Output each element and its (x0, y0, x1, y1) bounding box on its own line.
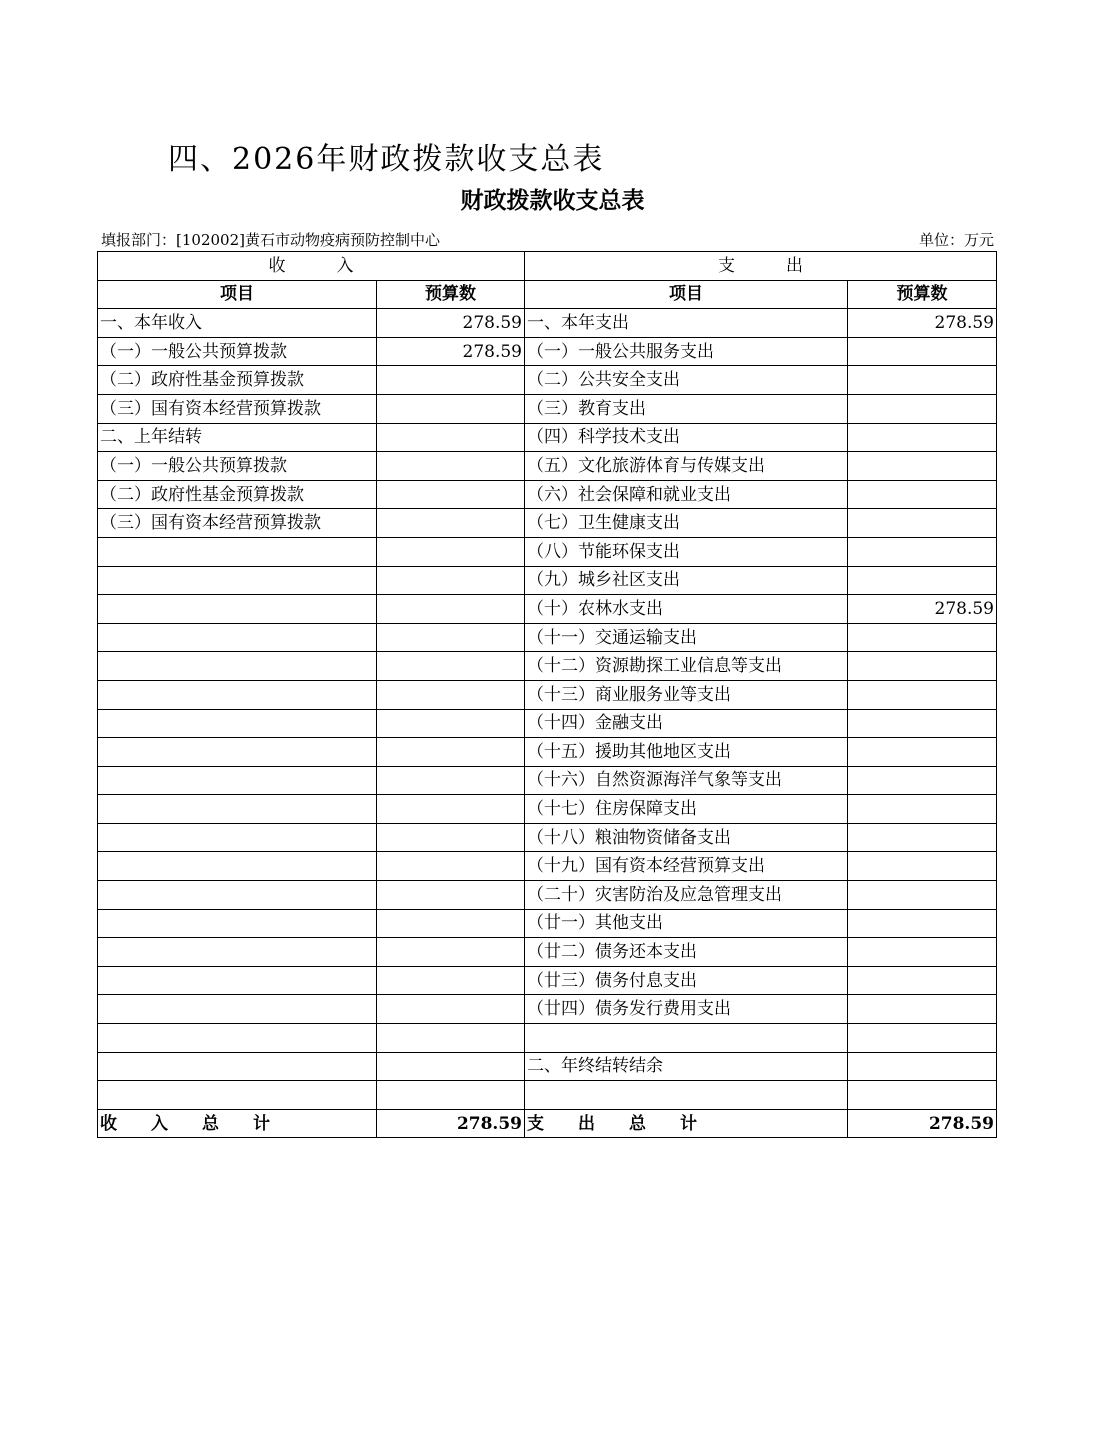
income-item-cell (98, 595, 377, 624)
expense-amount-cell (848, 766, 997, 795)
expense-header: 支 出 (525, 252, 997, 281)
table-row (98, 309, 997, 338)
expense-amount-cell (848, 337, 997, 366)
table-row (98, 509, 997, 538)
expense-item-cell: （十三）商业服务业等支出 (525, 680, 848, 709)
expense-item-cell: （十八）粮油物资储备支出 (525, 823, 848, 852)
income-amount-cell (377, 1081, 525, 1110)
income-amount-cell (377, 738, 525, 767)
income-amount-cell (377, 795, 525, 824)
total-row (98, 1109, 997, 1138)
income-item-cell (98, 995, 377, 1024)
income-total-label: 收 入 总 计 (98, 1109, 377, 1138)
income-amount-cell (377, 595, 525, 624)
expense-item-cell: （七）卫生健康支出 (525, 509, 848, 538)
income-amount-cell (377, 480, 525, 509)
expense-amount-cell (848, 738, 997, 767)
expense-amount-cell (848, 881, 997, 910)
income-item-cell: （三）国有资本经营预算拨款 (98, 394, 377, 423)
income-amount-cell (377, 366, 525, 395)
expense-amount-cell (848, 509, 997, 538)
income-amount-cell (377, 938, 525, 967)
income-amount-cell (377, 1024, 525, 1053)
income-amount-cell (377, 823, 525, 852)
income-header: 收 入 (98, 252, 525, 281)
table-row (98, 738, 997, 767)
income-item-cell (98, 623, 377, 652)
expense-amount-cell (848, 709, 997, 738)
table-row (98, 623, 997, 652)
expense-item-cell: （十二）资源勘探工业信息等支出 (525, 652, 848, 681)
income-amount-cell (377, 566, 525, 595)
expense-item-cell: （二）公共安全支出 (525, 366, 848, 395)
table-row (98, 938, 997, 967)
income-amount-cell: 278.59 (377, 337, 525, 366)
income-amount-cell: 278.59 (377, 309, 525, 338)
table-row (98, 566, 997, 595)
table-row (98, 1052, 997, 1081)
income-amount-cell (377, 709, 525, 738)
table-row (98, 966, 997, 995)
expense-item-cell: （十一）交通运输支出 (525, 623, 848, 652)
table-row (98, 1081, 997, 1110)
income-amount-cell (377, 452, 525, 481)
expense-amount-cell (848, 394, 997, 423)
expense-amount-cell: 278.59 (848, 309, 997, 338)
expense-item-cell: （廿二）债务还本支出 (525, 938, 848, 967)
expense-item-cell: （十七）住房保障支出 (525, 795, 848, 824)
expense-item-cell: （八）节能环保支出 (525, 537, 848, 566)
income-item-cell: （三）国有资本经营预算拨款 (98, 509, 377, 538)
income-item-cell (98, 938, 377, 967)
income-amount-cell (377, 881, 525, 910)
expense-item-cell: （十）农林水支出 (525, 595, 848, 624)
income-item-cell (98, 852, 377, 881)
expense-item-cell: （廿三）债务付息支出 (525, 966, 848, 995)
income-amount-cell (377, 1052, 525, 1081)
expense-amount-cell (848, 823, 997, 852)
expense-amount-cell (848, 995, 997, 1024)
income-item-cell: （二）政府性基金预算拨款 (98, 480, 377, 509)
income-item-cell (98, 566, 377, 595)
income-amount-cell (377, 966, 525, 995)
income-amount-header: 预算数 (377, 280, 525, 309)
income-item-cell: 二、上年结转 (98, 423, 377, 452)
expense-amount-cell (848, 1024, 997, 1053)
expense-amount-cell (848, 795, 997, 824)
income-amount-cell (377, 680, 525, 709)
table-title: 财政拨款收支总表 (460, 187, 645, 214)
income-item-cell (98, 795, 377, 824)
expense-amount-cell (848, 423, 997, 452)
expense-amount-cell (848, 652, 997, 681)
income-amount-cell (377, 537, 525, 566)
table-row (98, 480, 997, 509)
expense-item-cell: （二十）灾害防治及应急管理支出 (525, 881, 848, 910)
table-row (98, 909, 997, 938)
table-row (98, 537, 997, 566)
income-item-cell (98, 1052, 377, 1081)
income-amount-cell (377, 423, 525, 452)
income-amount-cell (377, 995, 525, 1024)
income-total-amount: 278.59 (377, 1109, 525, 1138)
table-row (98, 995, 997, 1024)
unit-label: 单位：万元 (918, 231, 994, 249)
expense-amount-cell (848, 680, 997, 709)
income-item-cell (98, 1081, 377, 1110)
income-item-cell (98, 823, 377, 852)
table-row (98, 1024, 997, 1053)
income-item-cell (98, 537, 377, 566)
income-amount-cell (377, 852, 525, 881)
expense-amount-cell: 278.59 (848, 595, 997, 624)
income-item-cell (98, 652, 377, 681)
income-item-cell (98, 966, 377, 995)
department-label: 填报部门：[102002]黄石市动物疫病预防控制中心 (101, 231, 440, 249)
section-header-row (98, 252, 997, 281)
table-row (98, 795, 997, 824)
table-row (98, 881, 997, 910)
expense-item-cell (525, 1081, 848, 1110)
expense-total-amount: 278.59 (848, 1109, 997, 1138)
table-row (98, 595, 997, 624)
expense-amount-cell (848, 452, 997, 481)
income-item-header: 项目 (98, 280, 377, 309)
expense-item-cell: 一、本年支出 (525, 309, 848, 338)
column-header-row (98, 280, 997, 309)
expense-amount-cell (848, 1081, 997, 1110)
income-item-cell (98, 909, 377, 938)
income-amount-cell (377, 652, 525, 681)
table-row (98, 852, 997, 881)
expense-amount-cell (848, 966, 997, 995)
expense-amount-cell (848, 366, 997, 395)
expense-item-cell: （五）文化旅游体育与传媒支出 (525, 452, 848, 481)
expense-amount-cell (848, 852, 997, 881)
expense-item-cell: （十九）国有资本经营预算支出 (525, 852, 848, 881)
income-item-cell: 一、本年收入 (98, 309, 377, 338)
expense-item-cell: （六）社会保障和就业支出 (525, 480, 848, 509)
table-row (98, 423, 997, 452)
income-item-cell (98, 881, 377, 910)
expense-amount-header: 预算数 (848, 280, 997, 309)
income-item-cell (98, 709, 377, 738)
income-amount-cell (377, 909, 525, 938)
expense-amount-cell (848, 909, 997, 938)
expense-amount-cell (848, 623, 997, 652)
table-row (98, 766, 997, 795)
expense-item-cell: （廿四）债务发行费用支出 (525, 995, 848, 1024)
table-row (98, 366, 997, 395)
expense-item-cell: （四）科学技术支出 (525, 423, 848, 452)
table-row (98, 394, 997, 423)
income-amount-cell (377, 623, 525, 652)
table-row (98, 823, 997, 852)
table-row (98, 680, 997, 709)
budget-table (97, 251, 997, 1138)
income-amount-cell (377, 509, 525, 538)
table-row (98, 337, 997, 366)
table-row (98, 452, 997, 481)
income-item-cell: （一）一般公共预算拨款 (98, 337, 377, 366)
expense-amount-cell (848, 480, 997, 509)
table-row (98, 709, 997, 738)
expense-item-cell: （一）一般公共服务支出 (525, 337, 848, 366)
income-item-cell (98, 1024, 377, 1053)
page-title: 四、2026年财政拨款收支总表 (168, 142, 605, 177)
expense-item-cell: （十四）金融支出 (525, 709, 848, 738)
expense-item-cell: （三）教育支出 (525, 394, 848, 423)
table-body (98, 309, 997, 1110)
expense-item-cell: （十五）援助其他地区支出 (525, 738, 848, 767)
expense-item-cell: （九）城乡社区支出 (525, 566, 848, 595)
income-item-cell (98, 738, 377, 767)
expense-item-cell (525, 1024, 848, 1053)
income-item-cell: （一）一般公共预算拨款 (98, 452, 377, 481)
expense-item-cell: （廿一）其他支出 (525, 909, 848, 938)
income-item-cell: （二）政府性基金预算拨款 (98, 366, 377, 395)
expense-item-header: 项目 (525, 280, 848, 309)
income-amount-cell (377, 766, 525, 795)
expense-amount-cell (848, 1052, 997, 1081)
income-amount-cell (377, 394, 525, 423)
table-row (98, 652, 997, 681)
income-item-cell (98, 766, 377, 795)
income-item-cell (98, 680, 377, 709)
expense-item-cell: 二、年终结转结余 (525, 1052, 848, 1081)
expense-amount-cell (848, 566, 997, 595)
expense-amount-cell (848, 537, 997, 566)
expense-total-label: 支 出 总 计 (525, 1109, 848, 1138)
expense-amount-cell (848, 938, 997, 967)
expense-item-cell: （十六）自然资源海洋气象等支出 (525, 766, 848, 795)
